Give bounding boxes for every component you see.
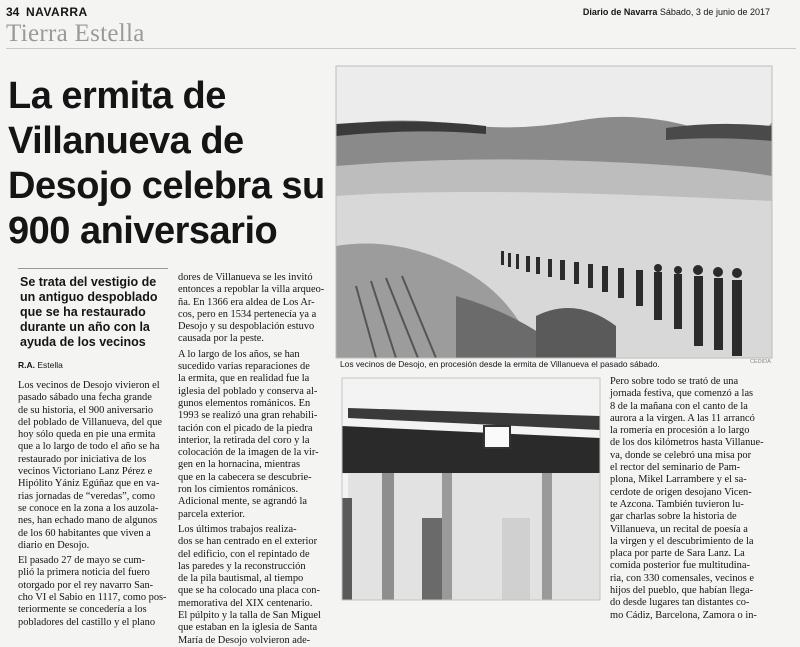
subhead-line: durante un año con la: [20, 320, 150, 334]
body-line: comida posterior fue multitudina-: [610, 560, 750, 572]
byline: [18, 360, 63, 370]
body-line: de su historia, el 900 aniversario: [18, 404, 154, 416]
body-line: gar charlas sobre la historia de: [610, 511, 737, 523]
body-line: el rector del seminario de Pam-: [610, 462, 741, 474]
photo-caption: Los vecinos de Desojo, en procesión desde la ermita de Villanueva el pasado sábado.: [340, 359, 660, 369]
body-line: sucedido varias reparaciones de: [178, 361, 310, 373]
subheadline: [20, 275, 170, 350]
body-line: cerdote de origen desojano Vicen-: [610, 486, 752, 498]
subhead-line: un antiguo despoblado: [20, 290, 158, 304]
body-line: Desojo y su despoblación estuvo: [178, 321, 315, 333]
headline-line: 900 aniversario: [8, 210, 278, 252]
body-line: te Azcona. También tuvieron lu-: [610, 498, 744, 510]
body-line: plió la primera noticia del fuero: [18, 567, 150, 579]
body-line: que estaban en la iglesia de Santa: [178, 622, 318, 634]
body-line: Hipólito Yániz Egúñaz que en va-: [18, 478, 160, 490]
body-column-2: [178, 272, 332, 647]
body-line: Adicional mente, se agrandó la: [178, 496, 307, 508]
body-line: María de Desojo volvieron ade-: [178, 634, 311, 646]
body-line: El púlpito y la talla de San Miguel: [178, 610, 321, 622]
photo-credit: CEDIDA: [750, 359, 771, 365]
body-line: parcela exterior.: [178, 508, 245, 520]
body-line: del poblado de Villanueva, del que: [18, 416, 163, 428]
subhead-rule: [18, 268, 168, 269]
body-line: Villanueva, un recital de poesía a: [610, 523, 748, 535]
body-line: 1993 se realizó una gran rehabili-: [178, 410, 318, 422]
headline: [8, 74, 328, 254]
body-line: ña. En 1366 era aldea de Los Ar-: [178, 296, 315, 308]
body-line: plona, Mikel Larrambere y el sa-: [610, 474, 747, 486]
body-line: gen en la hornacina, mientras: [178, 459, 301, 471]
subhead-line: Se trata del vestigio de: [20, 275, 157, 289]
body-line: ria, con 330 comensales, vecinos e: [610, 572, 754, 584]
body-line: la virgen y el descubrimiento de la: [610, 535, 754, 547]
page-number: 34: [6, 5, 20, 19]
body-line: pasado sábado una fecha grande: [18, 392, 152, 404]
body-line: de los 60 habitantes que viven a: [18, 527, 151, 539]
body-line: dores de Villanueva se les invitó: [178, 272, 313, 283]
paper-info: [583, 7, 770, 17]
body-line: cos, pero en 1534 pertenecía ya a: [178, 308, 317, 320]
body-line: tación con el picado de la piedra: [178, 422, 313, 434]
header-rule: [6, 48, 796, 49]
body-line: que en la cabecera se descubrie-: [178, 471, 312, 483]
body-line: se conoce en la zona a los auzola-: [18, 502, 159, 514]
body-line: 8 de la mañana con el canto de la: [610, 400, 748, 412]
hermitage-photo-image: [342, 378, 600, 600]
body-line: dos se han centrado en el exterior: [178, 536, 318, 548]
body-line: memorativa del XIX centenario.: [178, 597, 313, 609]
body-line: que a lo largo de todo el año se ha: [18, 441, 160, 453]
body-line: de los dos kilómetros hasta Villanue-: [610, 437, 764, 449]
body-line: jornada festiva, que comenzó a las: [610, 388, 754, 400]
body-line: pobladores del castillo y el plano: [18, 616, 156, 628]
body-line: hoy sólo queda en pie una ermita: [18, 429, 156, 441]
body-line: rias jornadas de “veredas”, como: [18, 490, 156, 502]
body-line: diario en Desojo.: [18, 539, 90, 551]
body-line: Los vecinos de Desojo vivieron el: [18, 380, 160, 391]
body-line: la ermita, que en realidad fue la: [178, 373, 310, 385]
body-line: colocación de la imagen de la vir-: [178, 447, 319, 459]
body-line: mo Cádiz, Barcelona, Zamora o in-: [610, 609, 757, 621]
subhead-line: ayuda de los vecinos: [20, 335, 146, 349]
body-line: iglesia del poblado y conserva al-: [178, 385, 318, 397]
body-line: hijos del pueblo, que habían llega-: [610, 585, 754, 597]
byline-place: Estella: [37, 360, 63, 370]
body-line: otorgado por el rey navarro San-: [18, 579, 154, 591]
body-line: do desde lugares tan distantes co-: [610, 597, 750, 609]
body-line: aurora a la virgen. A las 11 arrancó: [610, 412, 755, 424]
body-line: interior, la retirada del coro y la: [178, 434, 310, 446]
headline-line: La ermita de: [8, 75, 226, 117]
section-name: NAVARRA: [26, 5, 88, 19]
page-header: [0, 0, 800, 48]
hermitage-photo: [342, 378, 600, 600]
author-initials: R.A.: [18, 360, 35, 370]
body-line: nes, han echado mano de algunos: [18, 515, 158, 527]
body-line: de la pila bautismal, al tiempo: [178, 573, 304, 585]
body-line: las paredes y la reconstrucción: [178, 560, 306, 572]
body-line: la romería en procesión a lo largo: [610, 425, 750, 437]
procession-photo: [336, 66, 772, 358]
issue-date: Sábado, 3 de junio de 2017: [659, 7, 770, 17]
body-line: vecinos Victoriano Lanz Pérez e: [18, 466, 153, 478]
body-line: placa por parte de Sara Lanz. La: [610, 548, 745, 560]
body-line: A lo largo de los años, se han: [178, 348, 300, 360]
body-line: causada por la peste.: [178, 333, 264, 345]
body-column-1: [18, 380, 168, 629]
headline-line: Villanueva de: [8, 120, 244, 162]
body-line: del edificio, con el repintado de: [178, 548, 310, 560]
body-line: cho VI el Sabio en 1117, como pos-: [18, 592, 167, 604]
body-line: restaurado por iniciativa de los: [18, 453, 147, 465]
body-line: Los últimos trabajos realiza-: [178, 523, 297, 535]
body-line: Pero sobre todo se trató de una: [610, 376, 739, 387]
procession-photo-image: [336, 66, 772, 358]
body-line: gunos elementos románicos. En: [178, 397, 311, 409]
body-line: que se ha colocado una placa con-: [178, 585, 320, 597]
subhead-line: que se ha restaurado: [20, 305, 146, 319]
body-line: teriormente se concedería a los: [18, 604, 147, 616]
body-line: va, donde se celebró una misa por: [610, 449, 752, 461]
section-title: Tierra Estella: [6, 20, 145, 47]
body-line: ron los cimientos románicos.: [178, 484, 299, 496]
headline-line: Desojo celebra su: [8, 165, 325, 207]
body-column-3: [610, 376, 775, 622]
paper-name: Diario de Navarra: [582, 7, 658, 17]
body-line: El pasado 27 de mayo se cum-: [18, 555, 145, 567]
body-line: entonces a repoblar la villa arqueo-: [178, 284, 325, 296]
